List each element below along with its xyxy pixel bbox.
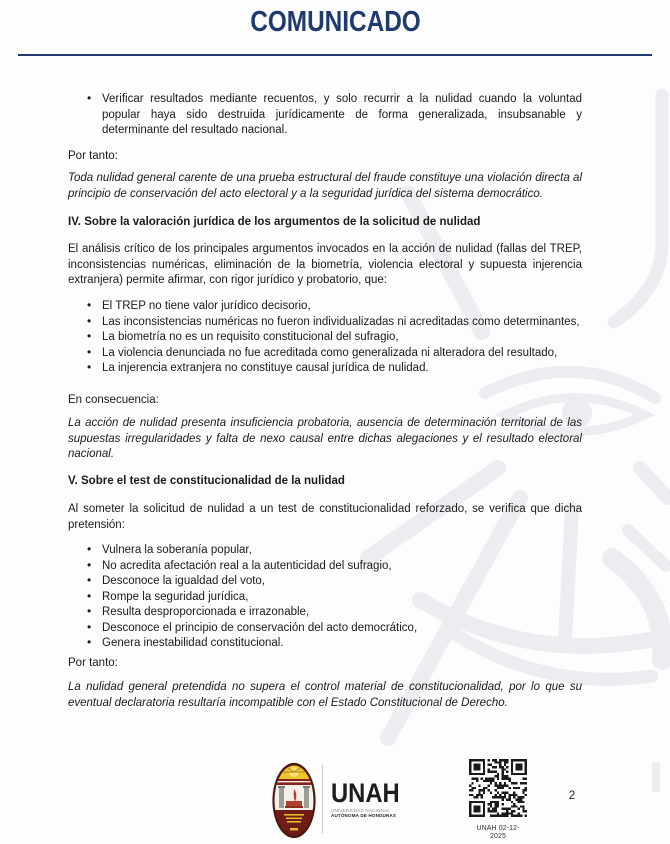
quote-paragraph: La nulidad general pretendida no supera el control material de constitucionalidad, por lo que su eventual declaratoria resultaría incompatible con el Estado Constitucional de Derecho. <box>68 681 582 709</box>
unah-wordmark <box>331 778 409 818</box>
list-item: • Vulnera la soberanía popular, <box>68 543 582 559</box>
page-number: 2 <box>568 790 576 802</box>
section-v-heading: V. Sobre el test de constitucionalidad de la nulidad <box>68 475 345 487</box>
intro-bullet-list <box>68 92 582 139</box>
list-item: • Desconoce la igualdad del voto, <box>68 574 582 590</box>
section-iv-paragraph: El análisis crítico de los principales argumentos invocados en la acción de nulidad (fallas del TREP, inconsistencias numéricas, eliminación de la biometría, violencia electoral y supuesta injerencia extranjera) permite afirmar, con rigor jurídico y probatorio, que: <box>68 243 582 286</box>
section-iv-bullet-list <box>68 299 582 377</box>
qr-block <box>469 759 527 841</box>
list-item: • La injerencia extranjera no constituye causal jurídica de nulidad. <box>68 361 582 377</box>
page-title: COMUNICADO <box>249 6 421 38</box>
list-item: • Resulta desproporcionada e irrazonable, <box>68 605 582 621</box>
por-tanto-label: Por tanto: <box>68 150 118 162</box>
list-item: • Las inconsistencias numéricas no fueron individualizadas ni acreditadas como determinantes, <box>68 315 582 331</box>
list-item: • La biometría no es un requisito constitucional del sufragio, <box>68 330 582 346</box>
qr-caption: UNAH 02-12-2025 <box>476 825 520 840</box>
unah-seal-icon <box>272 762 316 839</box>
quote-paragraph: Toda nulidad general carente de una prueba estructural del fraude constituye una violación directa al principio de conservación del acto electoral y a la seguridad jurídica del sistema democrático. <box>68 172 582 200</box>
list-item: • El TREP no tiene valor jurídico decisorio, <box>68 299 582 315</box>
list-item: • Desconoce el principio de conservación del acto democrático, <box>68 621 582 637</box>
section-iv-heading: IV. Sobre la valoración jurídica de los argumentos de la solicitud de nulidad <box>68 216 481 228</box>
list-item: • No acredita afectación real a la autenticidad del sufragio, <box>68 559 582 575</box>
university-name-line2: AUTÓNOMA DE HONDURAS <box>331 813 397 818</box>
list-item: • La violencia denunciada no fue acreditada como generalizada ni alteradora del resultado, <box>68 346 582 362</box>
list-item: • Genera inestabilidad constitucional. <box>68 636 582 652</box>
list-item: • Rompe la seguridad jurídica, <box>68 590 582 606</box>
university-name-line1: UNIVERSIDAD NACIONAL <box>331 808 391 813</box>
quote-paragraph: La acción de nulidad presenta insuficiencia probatoria, ausencia de determinación territorial de las supuestas irregularidades y falta de nexo causal entre dichas alegaciones y el resultado electoral nacional. <box>68 417 582 460</box>
footer-divider <box>322 765 323 833</box>
title-divider <box>18 54 652 56</box>
en-consecuencia-label: En consecuencia: <box>68 394 159 406</box>
unah-acronym: UNAH <box>331 778 400 808</box>
qr-code-icon <box>469 759 527 817</box>
section-v-bullet-list <box>68 543 582 652</box>
list-item: • Verificar resultados mediante recuentos, y solo recurrir a la nulidad cuando la voluntad popular haya sido destruida jurídicamente de forma generalizada, insubsanable y determinante del resultado nacional. <box>68 92 582 139</box>
section-v-paragraph: Al someter la solicitud de nulidad a un test de constitucionalidad reforzado, se verifica que dicha pretensión: <box>68 503 582 531</box>
por-tanto-label: Por tanto: <box>68 657 118 669</box>
